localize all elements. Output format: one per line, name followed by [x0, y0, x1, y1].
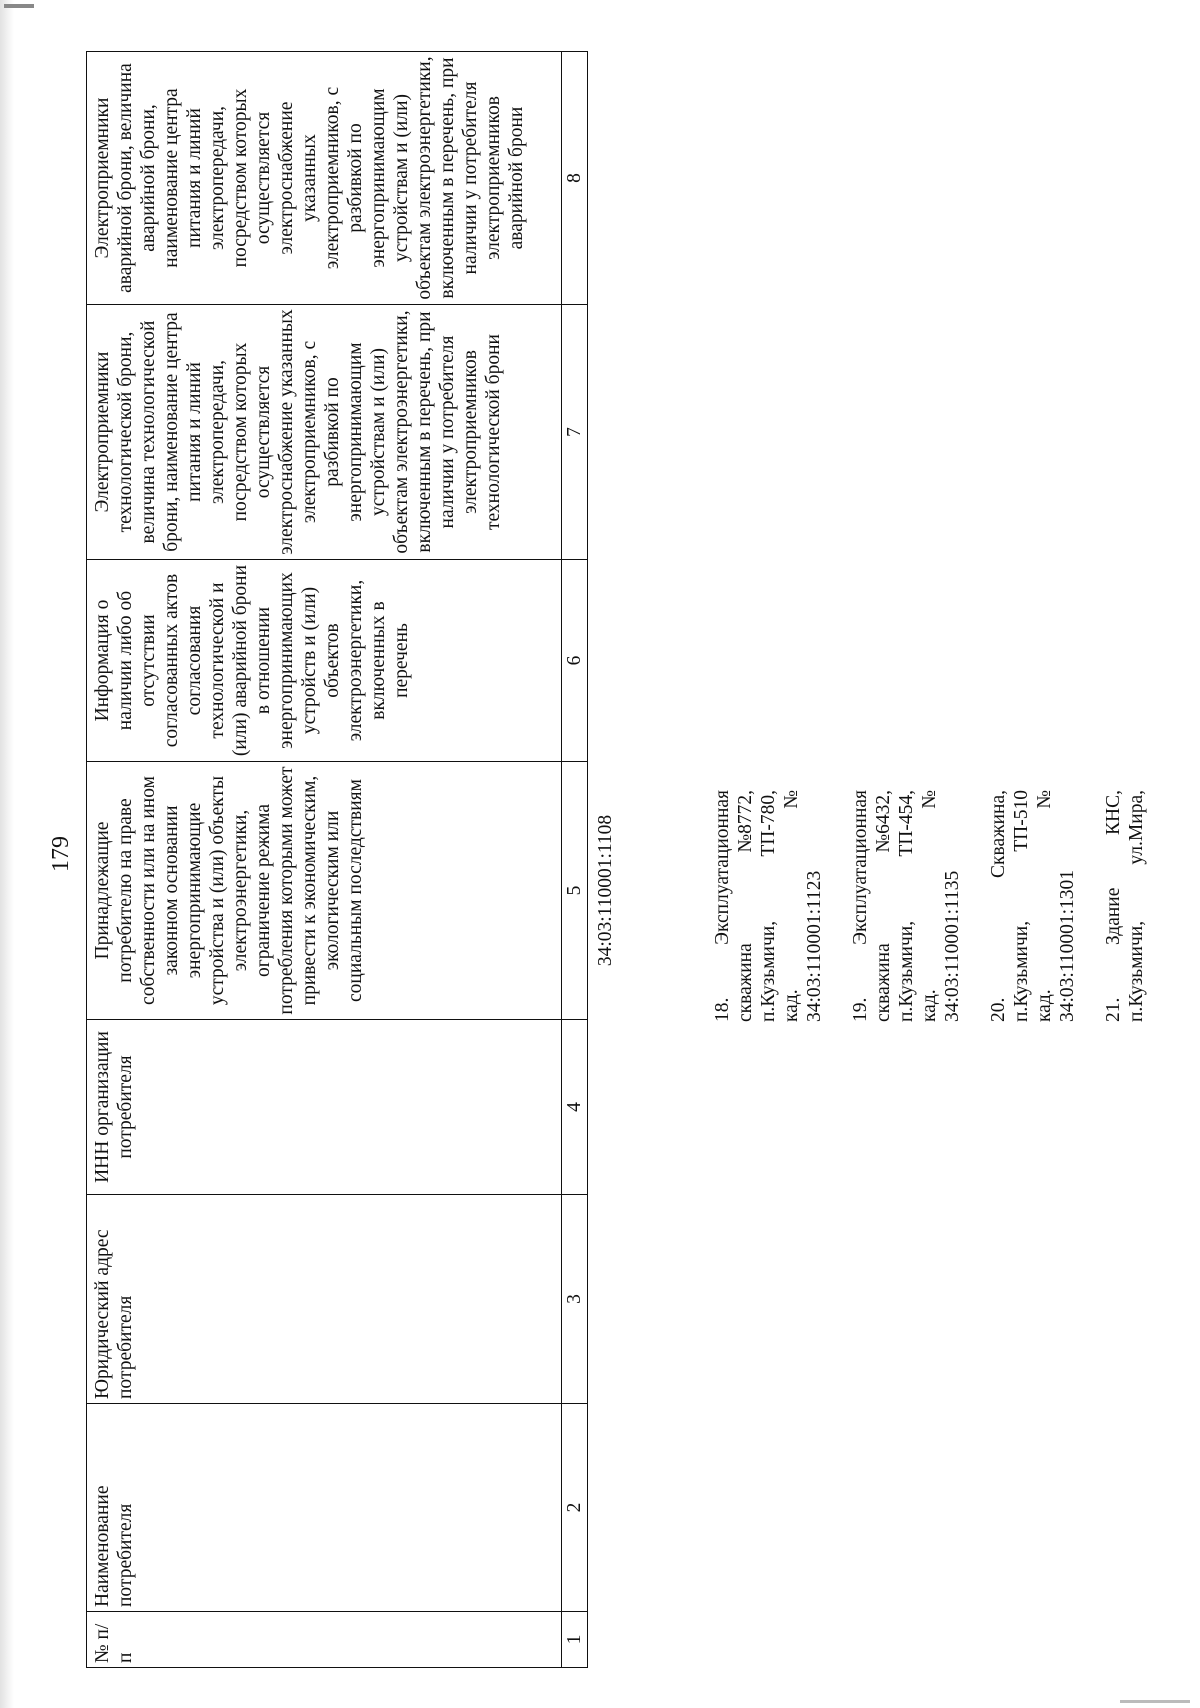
column-number-row — [562, 52, 588, 1668]
column-number: 5 — [562, 762, 588, 1020]
entry-cadastre: 34:03:110001:1123 — [804, 870, 825, 1022]
entry-text: п.Кузьмичи, — [896, 920, 917, 1022]
object-entries — [711, 790, 1171, 1022]
entry-text: п.Кузьмичи, — [1011, 920, 1032, 1022]
header-cell-consumer-name: Наименование потребителя — [87, 1404, 562, 1612]
scan-edge — [0, 0, 14, 1708]
column-number: 2 — [562, 1404, 588, 1612]
column-number: 8 — [562, 52, 588, 305]
object-entry — [987, 790, 1079, 1022]
continuation-cadastre: 34:03:110001:1108 — [595, 814, 616, 967]
entry-text: № — [1034, 790, 1055, 809]
entry-text: ТП-510 — [1011, 790, 1032, 852]
column-number: 4 — [562, 1020, 588, 1195]
entry-text: №8772, — [735, 790, 756, 853]
entry-text: скважина — [735, 943, 756, 1022]
column-number: 3 — [562, 1195, 588, 1404]
header-cell-emergency-reserve: Электроприемники аварийной брони, величина аварийной брони, наименование центра питания и линий электропередачи, посредством которых осуществляется электроснабжение указанных электроприемников, с разбивкой по энергопринимающим устройствам и (или) объектам электроэнергетики, включенным в перечень, при наличии у потребителя электроприемников аварийной брони — [87, 52, 562, 305]
table-header-row — [87, 52, 562, 1668]
entry-text: кад. — [781, 989, 802, 1022]
entry-text: ТП-454, — [896, 790, 917, 857]
entry-text: скважина — [873, 943, 894, 1022]
header-cell-agreement-info: Информация о наличии либо об отсутствии согласованных актов согласования технологической и (или) аварийной брони в отношении энергопринимающих устройств и (или) объектов электроэнергетики, включенных в перечень — [87, 560, 562, 762]
entry-text: № — [781, 790, 802, 809]
header-cell-legal-address: Юридический адрес потребителя — [87, 1195, 562, 1404]
entry-text: 18. — [712, 997, 733, 1022]
column-number: 6 — [562, 560, 588, 762]
entry-text: № — [919, 790, 940, 809]
entry-text: КНС, — [1103, 790, 1124, 835]
column-number: 7 — [562, 305, 588, 560]
entry-text: кад. — [919, 989, 940, 1022]
scan-artifact — [1120, 1700, 1190, 1703]
object-entry — [1102, 790, 1148, 1022]
entry-cadastre: 34:03:110001:1135 — [942, 870, 963, 1022]
entry-text: 21. — [1103, 997, 1124, 1022]
entry-text: ТП-780, — [758, 790, 779, 857]
entry-text: кад. — [1034, 989, 1055, 1022]
entry-text: ул.Мира, — [1126, 790, 1147, 865]
entry-text: Здание — [1103, 887, 1124, 945]
header-cell-technological-reserve: Электроприемники технологической брони, величина технологической брони, наименование центра питания и линий электропередачи, посредством которых осуществляется электроснабжение указанных электроприемников, с разбивкой по энергопринимающим устройствам и (или) объектам электроэнергетики, включенным в перечень, при наличии у потребителя электроприемников технологической брони — [87, 305, 562, 560]
header-cell-power-devices: Принадлежащие потребителю на праве собственности или на ином законном основании энергопринимающие устройства и (или) объекты электроэнергетики, ограничение режима потребления которыми может привести к экономическим, экологическим или социальным последствиям — [87, 762, 562, 1020]
entry-text: 20. — [988, 997, 1009, 1022]
entry-text: п.Кузьмичи, — [1126, 920, 1147, 1022]
table-row — [588, 52, 620, 1668]
header-cell-number: № п/п — [87, 1612, 562, 1668]
column-number: 1 — [562, 1612, 588, 1668]
entry-text: п.Кузьмичи, — [758, 920, 779, 1022]
consumer-table — [86, 51, 619, 1668]
entry-text: Эксплуатационная — [712, 790, 733, 945]
page-number: 179 — [48, 836, 74, 872]
entry-text: №6432, — [873, 790, 894, 853]
entry-text: 19. — [850, 997, 871, 1022]
object-entry — [849, 790, 964, 1022]
rotated-page — [86, 52, 1170, 1668]
scan-artifact — [4, 4, 34, 8]
header-cell-inn: ИНН организации потребителя — [87, 1020, 562, 1195]
entry-text: Скважина, — [988, 790, 1009, 878]
object-entry — [711, 790, 826, 1022]
entry-cadastre: 34:03:110001:1301 — [1057, 869, 1078, 1022]
entry-text: Эксплуатационная — [850, 790, 871, 945]
